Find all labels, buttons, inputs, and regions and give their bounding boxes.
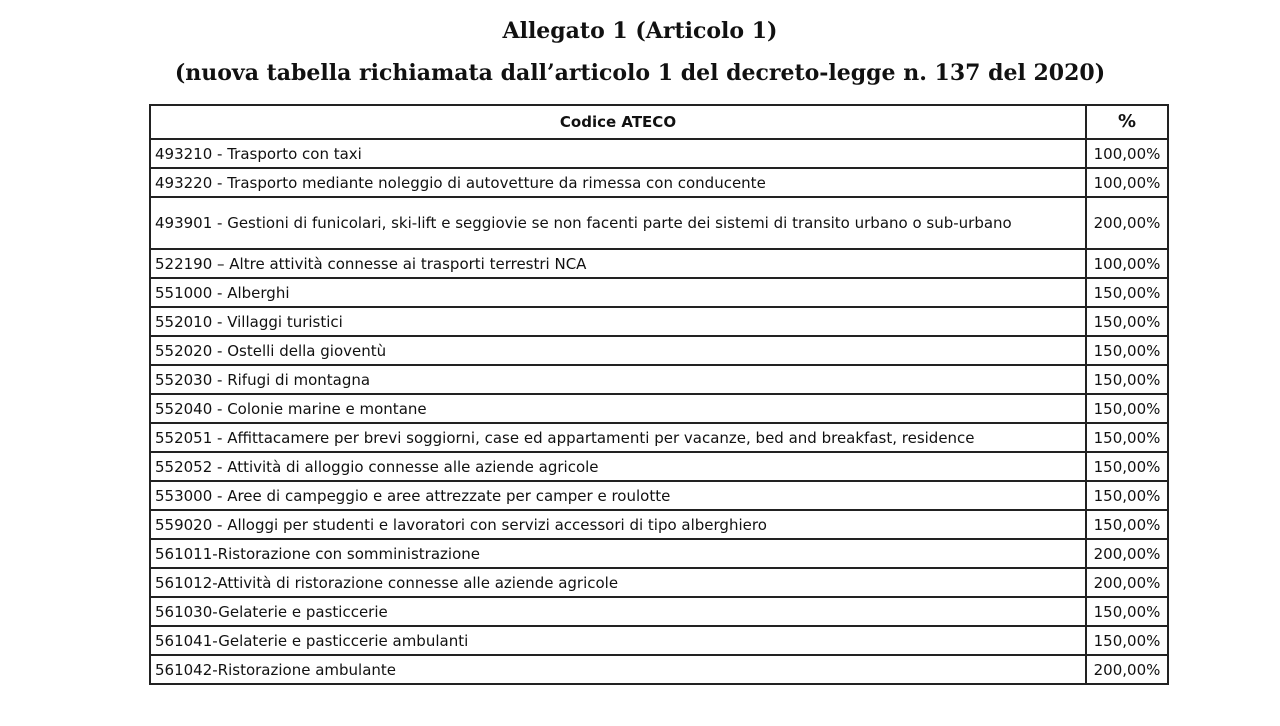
cell-percent: 150,00% — [1086, 278, 1168, 307]
cell-percent: 100,00% — [1086, 139, 1168, 168]
cell-percent: 200,00% — [1086, 568, 1168, 597]
table-row — [150, 336, 1168, 365]
table-row — [150, 365, 1168, 394]
cell-percent: 150,00% — [1086, 626, 1168, 655]
cell-code: 552040 - Colonie marine e montane — [150, 394, 1086, 423]
document-header — [0, 14, 1280, 90]
cell-code: 493901 - Gestioni di funicolari, ski-lift e seggiovie se non facenti parte dei sistemi di transito urbano o sub-urbano — [150, 197, 1086, 249]
table-row — [150, 423, 1168, 452]
ateco-table — [149, 104, 1169, 685]
cell-percent: 150,00% — [1086, 307, 1168, 336]
cell-code: 561041-Gelaterie e pasticcerie ambulanti — [150, 626, 1086, 655]
table-row — [150, 139, 1168, 168]
table-row — [150, 655, 1168, 684]
table-row — [150, 568, 1168, 597]
table-row — [150, 278, 1168, 307]
table-row — [150, 249, 1168, 278]
table-row — [150, 510, 1168, 539]
cell-percent: 150,00% — [1086, 481, 1168, 510]
table-row — [150, 452, 1168, 481]
cell-code: 551000 - Alberghi — [150, 278, 1086, 307]
cell-code: 493220 - Trasporto mediante noleggio di autovetture da rimessa con conducente — [150, 168, 1086, 197]
cell-percent: 150,00% — [1086, 336, 1168, 365]
table-row — [150, 307, 1168, 336]
cell-percent: 150,00% — [1086, 394, 1168, 423]
cell-code: 561012-Attività di ristorazione connesse alle aziende agricole — [150, 568, 1086, 597]
cell-code: 552020 - Ostelli della gioventù — [150, 336, 1086, 365]
table-row — [150, 394, 1168, 423]
cell-percent: 150,00% — [1086, 423, 1168, 452]
cell-code: 552052 - Attività di alloggio connesse alle aziende agricole — [150, 452, 1086, 481]
cell-code: 559020 - Alloggi per studenti e lavoratori con servizi accessori di tipo alberghiero — [150, 510, 1086, 539]
cell-percent: 100,00% — [1086, 249, 1168, 278]
cell-percent: 100,00% — [1086, 168, 1168, 197]
cell-percent: 150,00% — [1086, 452, 1168, 481]
cell-code: 552051 - Affittacamere per brevi soggiorni, case ed appartamenti per vacanze, bed and breakfast, residence — [150, 423, 1086, 452]
header-codice-ateco: Codice ATECO — [150, 105, 1086, 139]
cell-code: 561042-Ristorazione ambulante — [150, 655, 1086, 684]
header-percent: % — [1086, 105, 1168, 139]
cell-code: 561030-Gelaterie e pasticcerie — [150, 597, 1086, 626]
cell-percent: 150,00% — [1086, 597, 1168, 626]
cell-code: 552030 - Rifugi di montagna — [150, 365, 1086, 394]
cell-percent: 200,00% — [1086, 539, 1168, 568]
document-title: Allegato 1 (Articolo 1) — [502, 18, 778, 44]
cell-code: 552010 - Villaggi turistici — [150, 307, 1086, 336]
table-row — [150, 481, 1168, 510]
cell-percent: 200,00% — [1086, 197, 1168, 249]
cell-percent: 150,00% — [1086, 510, 1168, 539]
table-row — [150, 539, 1168, 568]
cell-percent: 150,00% — [1086, 365, 1168, 394]
cell-code: 522190 – Altre attività connesse ai trasporti terrestri NCA — [150, 249, 1086, 278]
document-subtitle: (nuova tabella richiamata dall’articolo 1 del decreto-legge n. 137 del 2020) — [174, 60, 1106, 86]
cell-code: 561011-Ristorazione con somministrazione — [150, 539, 1086, 568]
table-header-row — [150, 105, 1168, 139]
cell-percent: 200,00% — [1086, 655, 1168, 684]
table-row — [150, 168, 1168, 197]
table-row — [150, 597, 1168, 626]
cell-code: 553000 - Aree di campeggio e aree attrezzate per camper e roulotte — [150, 481, 1086, 510]
table-row — [150, 626, 1168, 655]
table-row — [150, 197, 1168, 249]
cell-code: 493210 - Trasporto con taxi — [150, 139, 1086, 168]
